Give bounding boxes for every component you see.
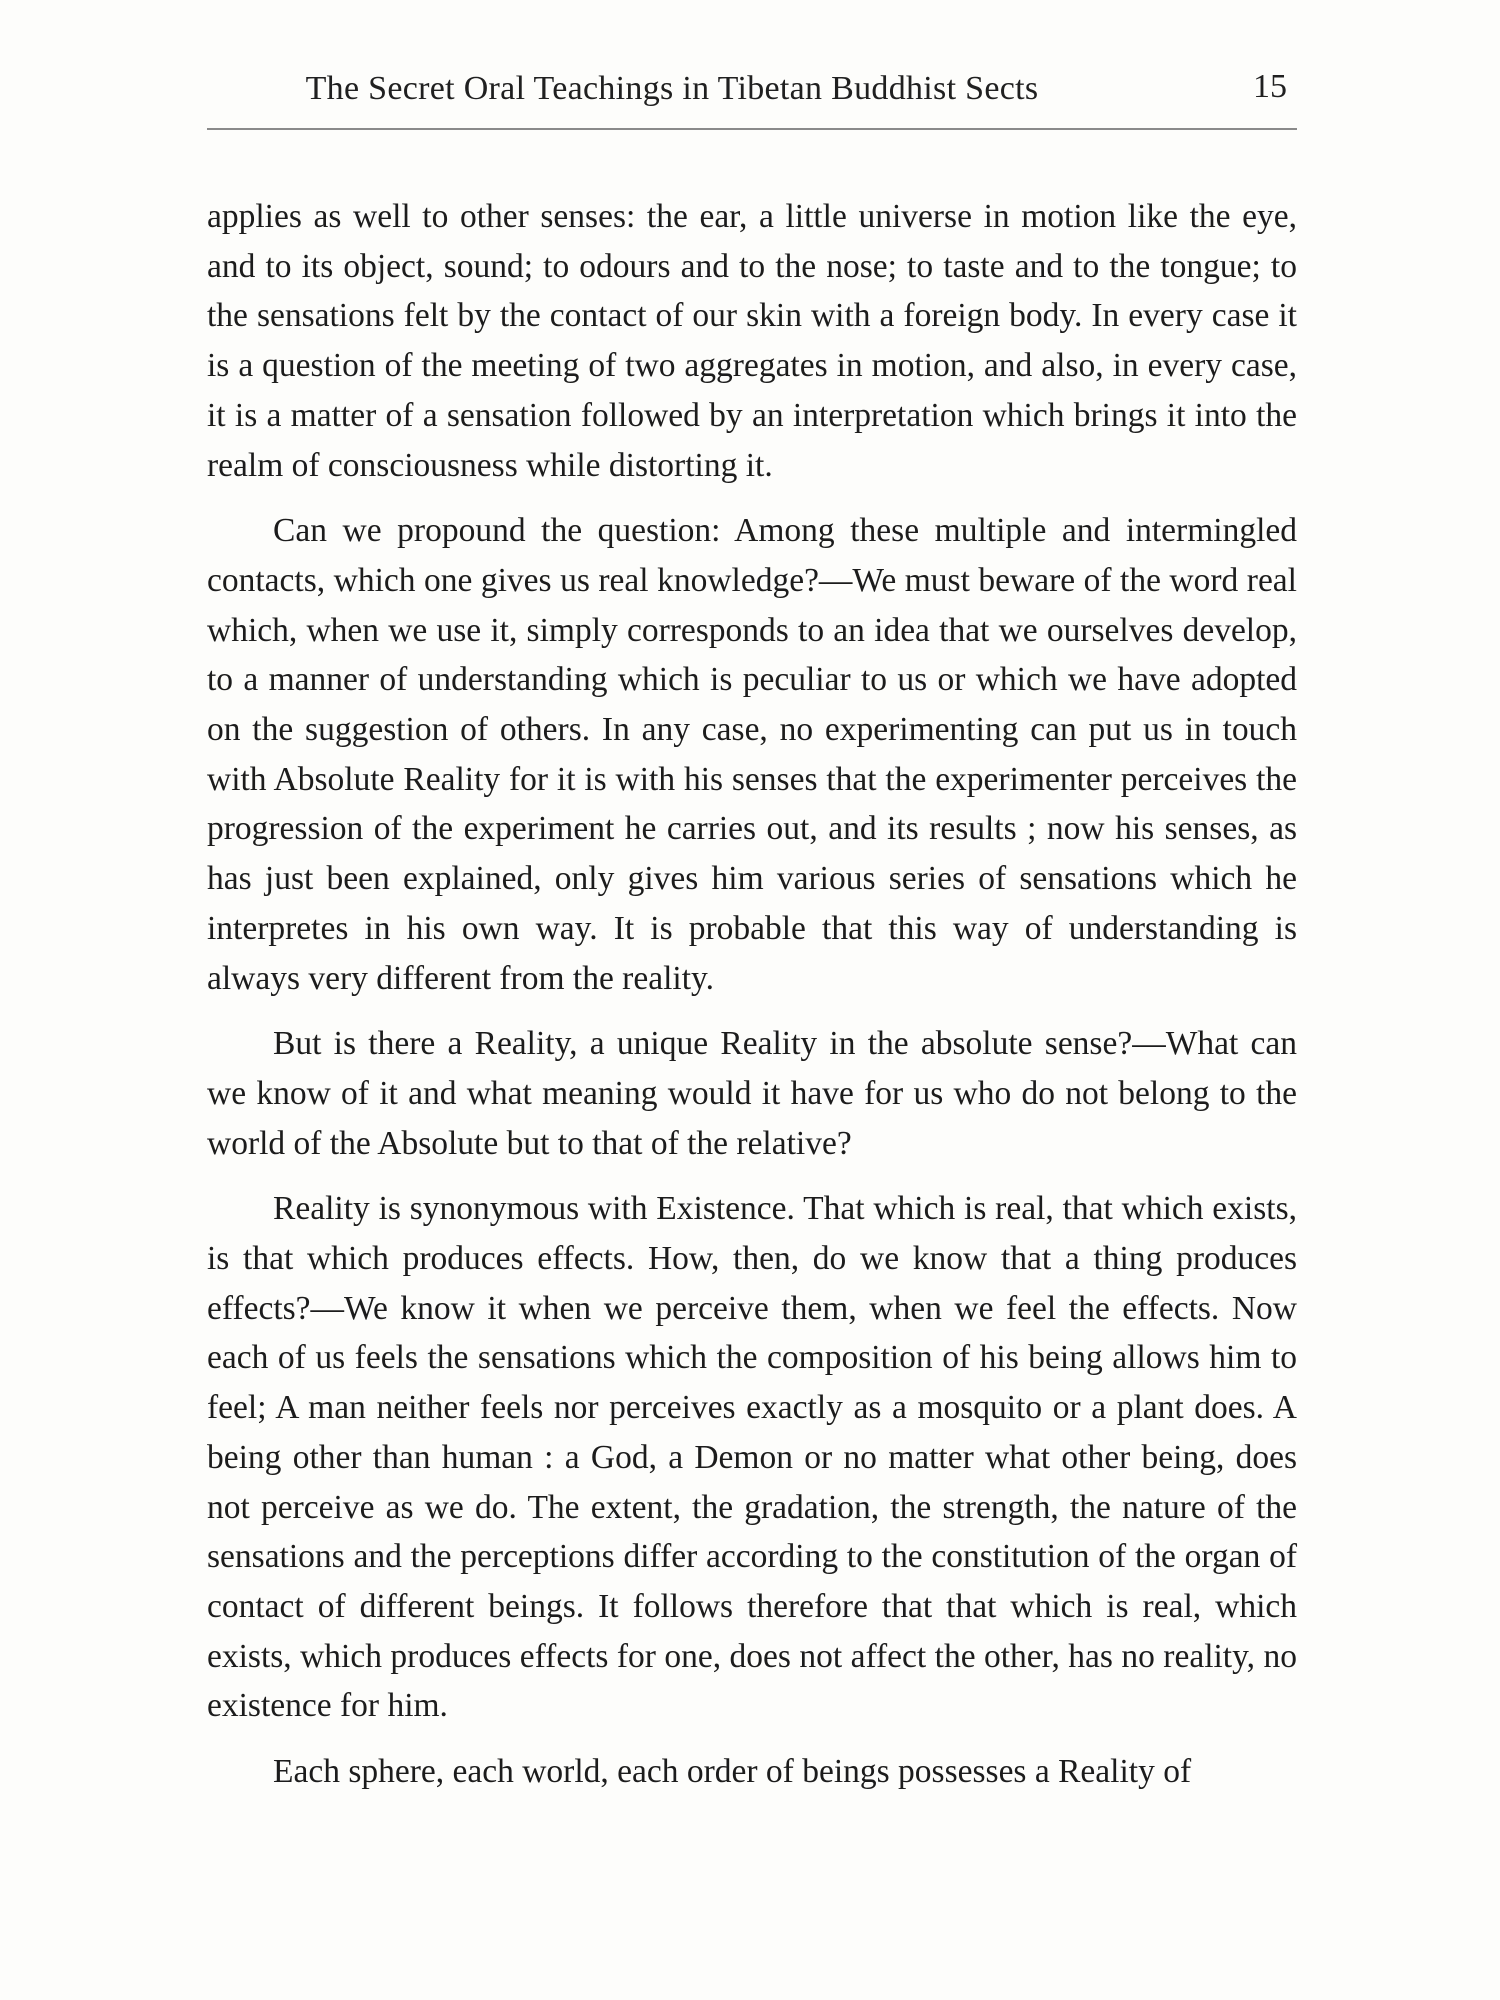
paragraph: Each sphere, each world, each order of beings possesses a Reality of xyxy=(273,1753,1192,1791)
paragraph: Can we propound the question: Among these multiple and intermingled contacts, which one gives us real knowledge?—We must beware of the word real which, when we use it, simply corresponds to an idea that we ourselves develop, to a manner of understanding which is peculiar to us or which we have adopted on the suggestion of others. In any case, no experimenting can put us in touch with Absolute Reality for it is with his senses that the experimenter perceives the progression of the experiment he carries out, and its results ; now his senses, as has just been explained, only gives him various series of sensations which he interpretes in his own way. It is probable that this way of understanding is always very different from the reality. xyxy=(207,512,1297,997)
body-text xyxy=(207,192,1297,1813)
header-rule xyxy=(207,128,1297,130)
page-number: 15 xyxy=(1253,68,1287,105)
paragraph-continued: applies as well to other senses: the ear, a little universe in motion like the eye, and to its object, sound; to odours and to the nose; to taste and to the tongue; to the sensations felt by the contact of our skin with a foreign body. In every case it is a question of the meeting of two aggregates in motion, and also, in every case, it is a matter of a sensation followed by an interpretation which brings it into the realm of consciousness while distorting it. xyxy=(207,198,1297,484)
paragraph: Reality is synonymous with Existence. That which is real, that which exists, is that which produces effects. How, then, do we know that a thing produces effects?—We know it when we perceive them, when we feel the effects. Now each of us feels the sensations which the composition of his being allows him to feel; A man neither feels nor perceives exactly as a mosquito or a plant does. A being other than human : a God, a Demon or no matter what other being, does not perceive as we do. The extent, the gradation, the strength, the nature of the sensations and the perceptions differ according to the constitution of the organ of contact of different beings. It follows therefore that that which is real, which exists, which produces effects for one, does not affect the other, has no reality, no existence for him. xyxy=(207,1190,1297,1725)
paragraph: But is there a Reality, a unique Reality in the absolute sense?—What can we know of it and what meaning would it have for us who do not belong to the world of the Absolute but to that of the relative? xyxy=(207,1025,1297,1162)
running-header xyxy=(207,62,1297,112)
running-title: The Secret Oral Teachings in Tibetan Buddhist Sects xyxy=(305,70,1039,107)
